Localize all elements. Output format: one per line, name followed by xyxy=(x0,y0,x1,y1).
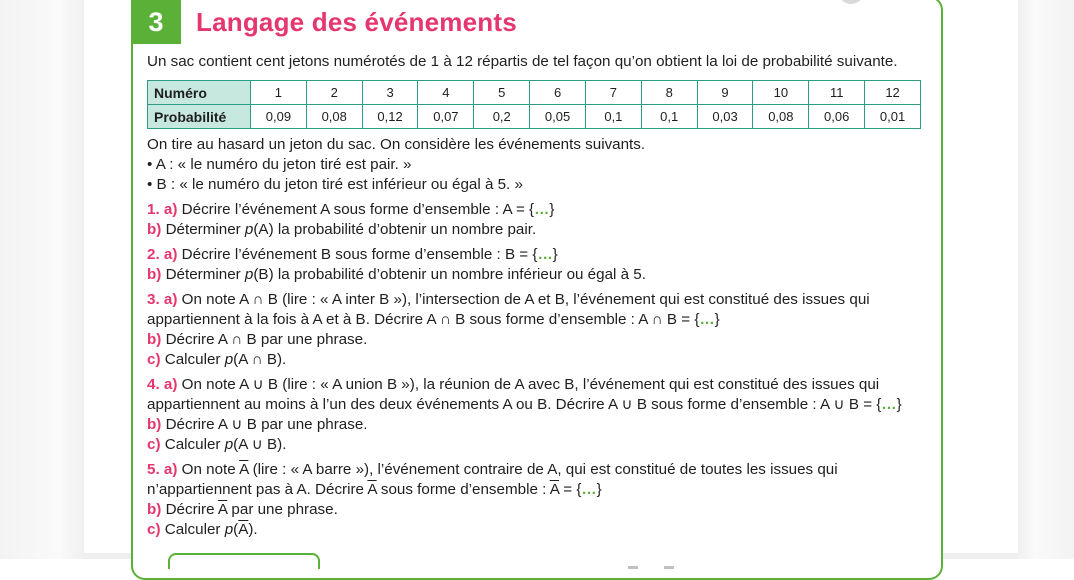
question-text: (lire : « A barre »), l’événement contraire de A, qui est constitué de toutes les issues qui xyxy=(248,461,838,478)
probability-p: p xyxy=(244,266,254,283)
table-row-probabilities xyxy=(148,105,921,129)
draw-text: On tire au hasard un jeton du sac. On considère les événements suivants. xyxy=(147,136,646,153)
question-text: Calculer xyxy=(164,436,225,453)
question-2b xyxy=(147,265,927,285)
question-3c xyxy=(147,350,927,370)
table-cell-probability: 0,12 xyxy=(362,105,418,129)
close-brace: } xyxy=(552,246,558,263)
row-header-numero: Numéro xyxy=(148,81,251,105)
event-b-definition: • B : « le numéro du jeton tiré est inférieur ou égal à 5. » xyxy=(147,176,523,193)
intro-text: Un sac contient cent jetons numérotés de 1 à 12 répartis de tel façon qu’on obtient la loi de probabilité suivante. xyxy=(147,53,898,70)
question-text: par une phrase. xyxy=(227,501,338,518)
question-number: 4. xyxy=(147,376,160,393)
question-text: n’appartiennent pas à A. Décrire xyxy=(147,481,368,498)
close-brace: } xyxy=(549,201,555,218)
part-label: a) xyxy=(163,376,178,393)
table-cell-number: 5 xyxy=(474,81,530,105)
question-4a-line2 xyxy=(147,395,927,415)
table-row-numbers xyxy=(148,81,921,105)
close-brace: } xyxy=(896,396,902,413)
probability-p: p xyxy=(224,351,234,368)
question-text: (A) la probabilité d’obtenir un nombre pair. xyxy=(253,221,537,238)
part-label: a) xyxy=(163,461,178,478)
question-text: Décrire l’événement A sous forme d’ensemble : A = { xyxy=(181,201,535,218)
exercise-number-badge: 3 xyxy=(131,0,181,44)
exercise-title: Langage des événements xyxy=(196,7,517,37)
left-page-margin xyxy=(0,0,84,559)
question-5a-line1 xyxy=(147,460,927,480)
table-cell-probability: 0,08 xyxy=(306,105,362,129)
question-text: appartiennent à la fois à A et à B. Décrire A ∩ B sous forme d’ensemble : A ∩ B = { xyxy=(147,311,700,328)
part-label: c) xyxy=(147,521,161,538)
table-cell-number: 8 xyxy=(641,81,697,105)
question-2a xyxy=(147,245,927,265)
part-label: a) xyxy=(163,246,178,263)
question-text: sous forme d’ensemble : xyxy=(376,481,550,498)
table-cell-number: 9 xyxy=(697,81,753,105)
a-bar-symbol: $\overline{A}$ xyxy=(367,481,377,498)
table-cell-probability: 0,1 xyxy=(585,105,641,129)
question-text: On note xyxy=(181,461,240,478)
table-cell-probability: 0,03 xyxy=(697,105,753,129)
probability-table xyxy=(147,80,921,129)
table-cell-number: 2 xyxy=(306,81,362,105)
part-label: b) xyxy=(147,416,162,433)
question-5b xyxy=(147,500,927,520)
question-text: Décrire xyxy=(165,501,218,518)
question-text: ). xyxy=(248,521,258,538)
table-cell-probability: 0,01 xyxy=(865,105,921,129)
table-cell-probability: 0,1 xyxy=(641,105,697,129)
close-brace: } xyxy=(596,481,602,498)
question-text: Décrire A ∪ B par une phrase. xyxy=(165,416,368,433)
question-5a-line2 xyxy=(147,480,927,500)
probability-p: p xyxy=(224,521,234,538)
part-label: b) xyxy=(147,266,162,283)
close-brace: } xyxy=(714,311,720,328)
table-cell-probability: 0,08 xyxy=(753,105,809,129)
table-cell-probability: 0,09 xyxy=(251,105,307,129)
question-1b xyxy=(147,220,927,240)
question-text: (A ∩ B). xyxy=(233,351,287,368)
table-cell-probability: 0,05 xyxy=(530,105,586,129)
question-4c xyxy=(147,435,927,455)
table-cell-number: 7 xyxy=(585,81,641,105)
ellipsis: … xyxy=(537,246,553,263)
part-label: b) xyxy=(147,221,162,238)
question-text: (A ∪ B). xyxy=(233,436,287,453)
question-text: Calculer xyxy=(164,351,225,368)
question-number: 3. xyxy=(147,291,160,308)
question-text: Décrire l’événement B sous forme d’ensemble : B = { xyxy=(181,246,538,263)
probability-p: p xyxy=(224,436,234,453)
table-cell-number: 12 xyxy=(865,81,921,105)
exercise-body xyxy=(147,52,927,540)
question-number: 5. xyxy=(147,461,160,478)
question-4a-line1 xyxy=(147,375,927,395)
ellipsis: … xyxy=(699,311,715,328)
table-cell-probability: 0,06 xyxy=(809,105,865,129)
question-text: On note A ∪ B (lire : « A union B »), la réunion de A avec B, l’événement qui est constitué des issues qui xyxy=(181,376,880,393)
question-text: Calculer xyxy=(164,521,225,538)
question-text: (B) la probabilité d’obtenir un nombre inférieur ou égal à 5. xyxy=(253,266,646,283)
question-5c xyxy=(147,520,927,540)
table-cell-number: 1 xyxy=(251,81,307,105)
part-label: c) xyxy=(147,436,161,453)
part-label: c) xyxy=(147,351,161,368)
question-text: Déterminer xyxy=(165,221,245,238)
table-cell-probability: 0,07 xyxy=(418,105,474,129)
a-bar-symbol: $\overline{A}$ xyxy=(238,521,249,538)
right-page-margin xyxy=(1018,0,1074,559)
question-3a-line1 xyxy=(147,290,927,310)
table-cell-number: 11 xyxy=(809,81,865,105)
question-number: 2. xyxy=(147,246,160,263)
part-label: a) xyxy=(163,201,178,218)
question-text: ( xyxy=(233,521,239,538)
part-label: b) xyxy=(147,331,162,348)
question-3b xyxy=(147,330,927,350)
question-4b xyxy=(147,415,927,435)
ellipsis: … xyxy=(534,201,550,218)
question-3a-line2 xyxy=(147,310,927,330)
part-label: a) xyxy=(163,291,178,308)
question-text: Déterminer xyxy=(165,266,245,283)
ellipsis: … xyxy=(581,481,597,498)
table-cell-number: 4 xyxy=(418,81,474,105)
event-a-definition: • A : « le numéro du jeton tiré est pair. » xyxy=(147,156,412,173)
table-cell-number: 6 xyxy=(530,81,586,105)
question-text: = { xyxy=(559,481,582,498)
a-bar-symbol: $\overline{A}$ xyxy=(549,481,560,498)
question-text: Décrire A ∩ B par une phrase. xyxy=(165,331,368,348)
question-number: 1. xyxy=(147,201,160,218)
table-cell-number: 3 xyxy=(362,81,418,105)
ellipsis: … xyxy=(881,396,897,413)
row-header-probabilite: Probabilité xyxy=(148,105,251,129)
table-cell-probability: 0,2 xyxy=(474,105,530,129)
probability-p: p xyxy=(244,221,254,238)
next-exercise-box xyxy=(168,553,320,569)
question-text: On note A ∩ B (lire : « A inter B »), l’intersection de A et B, l’événement qui est constitué des issues qui xyxy=(181,291,870,308)
a-bar-symbol: $\overline{A}$ xyxy=(217,501,228,518)
question-1a xyxy=(147,200,927,220)
part-label: b) xyxy=(147,501,162,518)
table-cell-number: 10 xyxy=(753,81,809,105)
a-bar-symbol: $\overline{A}$ xyxy=(239,461,249,478)
question-text: appartiennent au moins à l’un des deux événements A ou B. Décrire A ∪ B sous forme d’ensemble : A ∪ B = { xyxy=(147,396,882,413)
